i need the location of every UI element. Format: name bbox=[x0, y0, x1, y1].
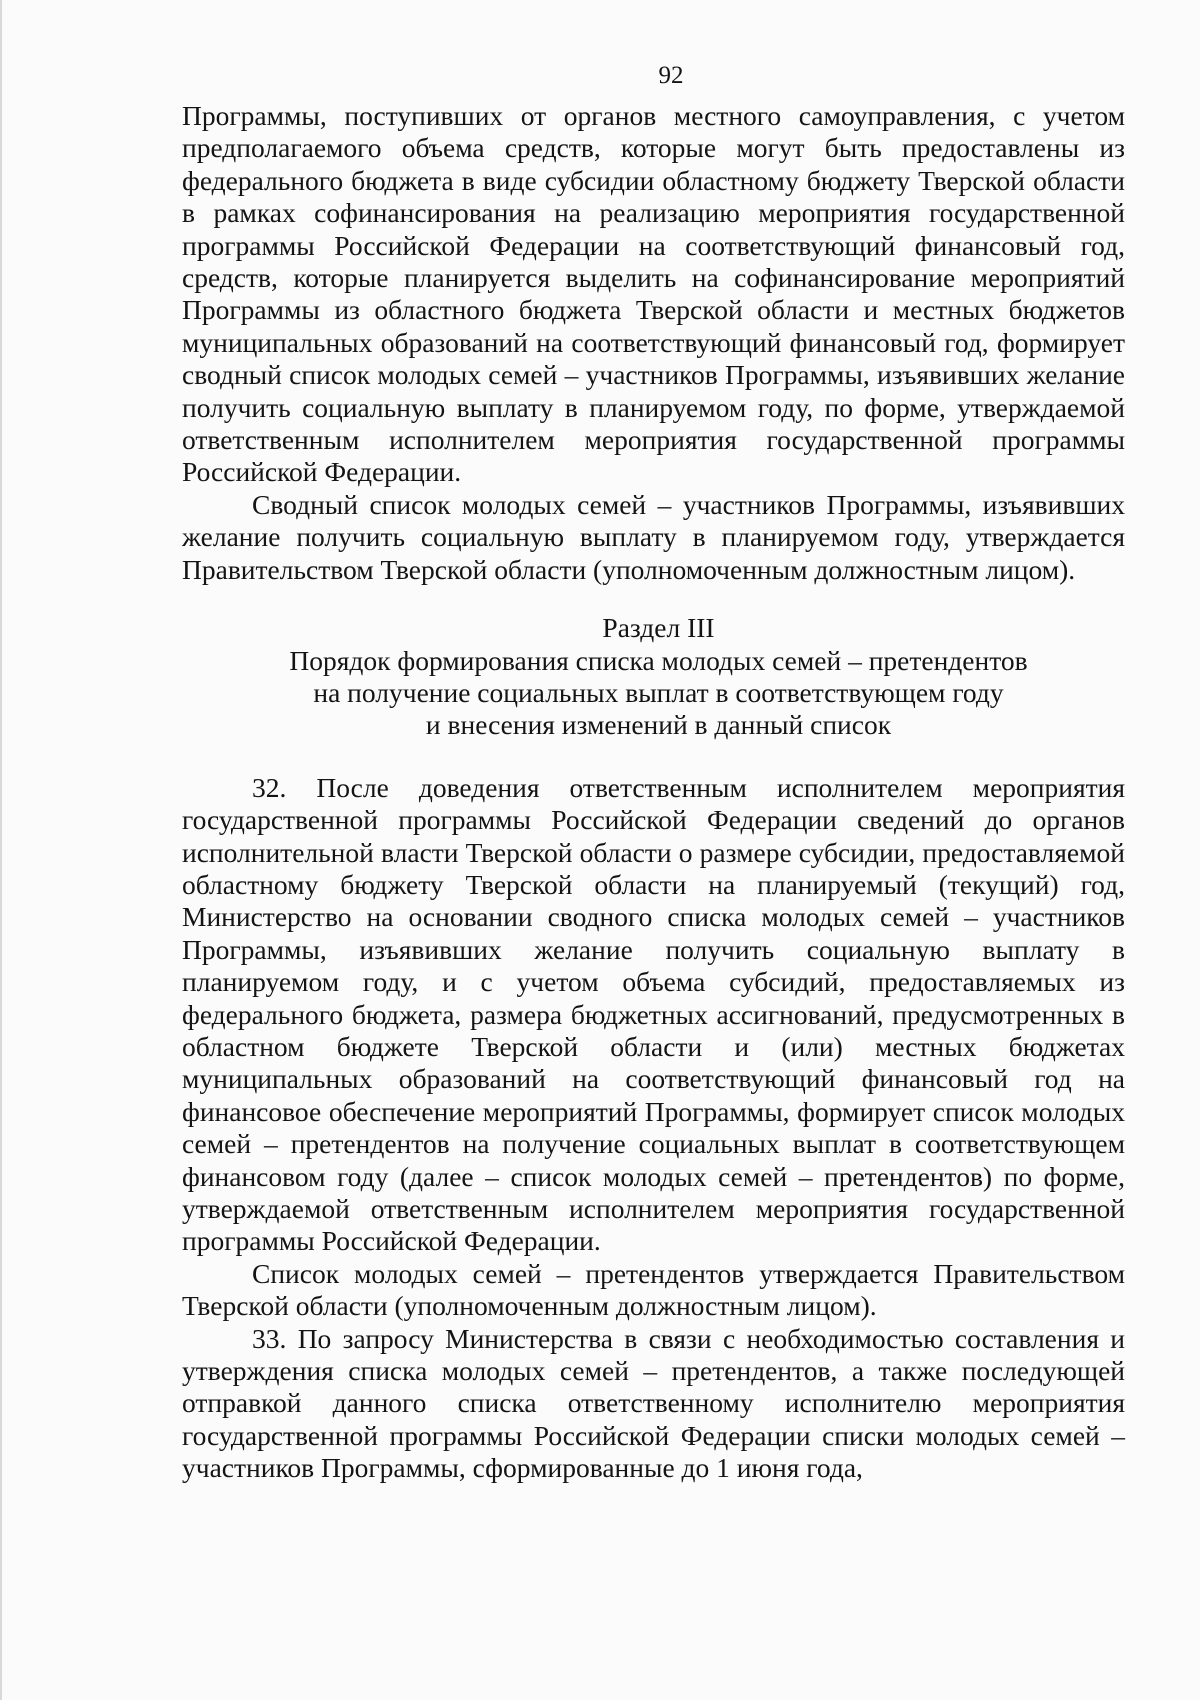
scan-edge bbox=[0, 0, 2, 1700]
paragraph-continuation: Программы, поступивших от органов местного самоуправления, с учетом предполагаемого объема средств, которые могут быть предоставлены из федерального бюджета в виде субсидии областному бюджету Тверской области в рамках софинансирования на реализацию мероприятия государственной программы Российской Федерации на соответствующий финансовый год, средств, которые планируется выделить на софинансирование мероприятий Программы из областного бюджета Тверской области и местных бюджетов муниципальных образований на соответствующий финансовый год, формирует сводный список молодых семей – участников Программы, изъявивших желание получить социальную выплату в планируемом году, по форме, утверждаемой ответственным исполнителем мероприятия государственной программы Российской Федерации. bbox=[182, 100, 1125, 488]
paragraph-candidates-list-approval: Список молодых семей – претендентов утверждается Правительством Тверской области (уполномоченным должностным лицом). bbox=[182, 1257, 1125, 1322]
section-title-line: и внесения изменений в данный список bbox=[425, 709, 892, 741]
section-title-line: на получение социальных выплат в соответствующем году bbox=[313, 676, 1004, 708]
page-number: 92 bbox=[658, 62, 684, 89]
section-title-line: Порядок формирования списка молодых семей – претендентов bbox=[289, 644, 1028, 676]
paragraph-item-32: 32. После доведения ответственным исполнителем мероприятия государственной программы Российской Федерации сведений до органов исполнительной власти Тверской области о размере субсидии, предоставляемой областному бюджету Тверской области на планируемый (текущий) год, Министерство на основании сводного списка молодых семей – участников Программы, изъявивших желание получить социальную выплату в планируемом году, и с учетом объема субсидий, предоставляемых из федерального бюджета, размера бюджетных ассигнований, предусмотренных в областном бюджете Тверской области и (или) местных бюджетах муниципальных образований на соответствующий финансовый год на финансовое обеспечение мероприятий Программы, формирует список молодых семей – претендентов на получение социальных выплат в соответствующем финансовом году (далее – список молодых семей – претендентов) по форме, утверждаемой ответственным исполнителем мероприятия государственной программы Российской Федерации. bbox=[182, 771, 1125, 1257]
paragraph-item-33: 33. По запросу Министерства в связи с необходимостью составления и утверждения списка молодых семей – претендентов, а также последующей отправкой данного списка ответственному исполнителю мероприятия государственной программы Российской Федерации списки молодых семей – участников Программы, сформированные до 1 июня года, bbox=[182, 1322, 1125, 1484]
paragraph-summary-list-approval: Сводный список молодых семей – участников Программы, изъявивших желание получить социальную выплату в планируемом году, утверждается Правительством Тверской области (уполномоченным должностным лицом). bbox=[182, 488, 1125, 585]
section-label: Раздел III bbox=[602, 612, 715, 644]
section-heading bbox=[182, 612, 1125, 742]
